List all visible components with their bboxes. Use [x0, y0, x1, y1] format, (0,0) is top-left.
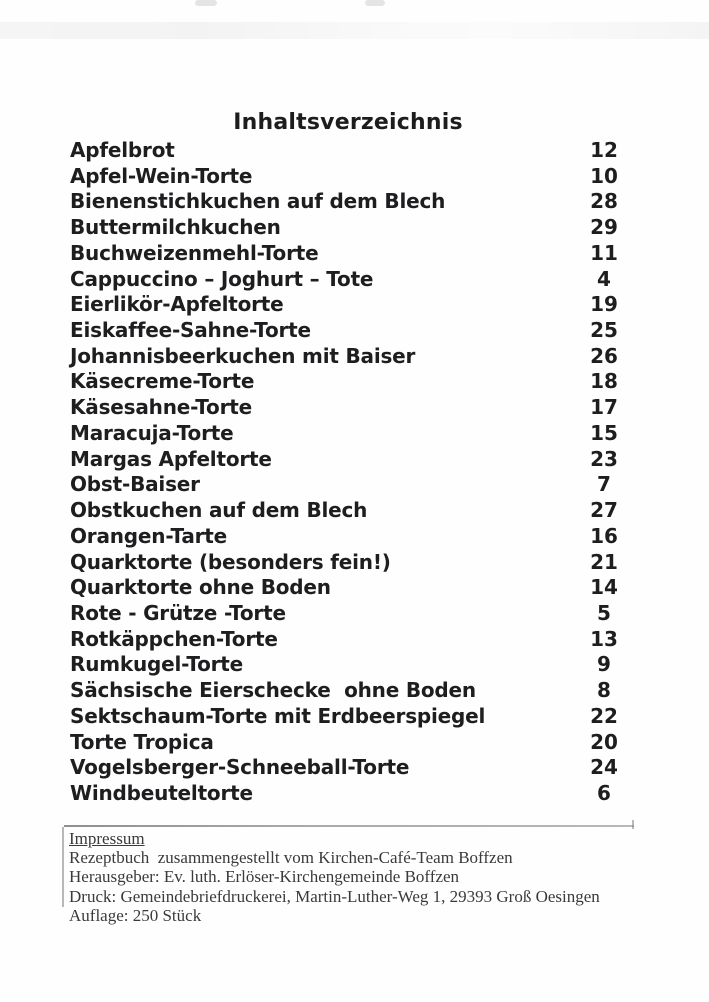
toc-row [70, 344, 626, 370]
toc-row [70, 215, 626, 241]
toc-row [70, 627, 626, 653]
toc-entry-page-number: 15 [590, 420, 618, 445]
toc-row [70, 550, 626, 576]
toc-entry-page-number: 12 [590, 138, 618, 162]
toc-entry-title: Käsecreme-Torte [70, 369, 255, 394]
toc-entry-page-number: 5 [597, 600, 611, 625]
toc-entry-title: Windbeuteltorte [70, 780, 253, 805]
toc-entry-title: Obstkuchen auf dem Blech [70, 498, 368, 523]
toc-entry-title: Käsesahne-Torte [70, 395, 252, 420]
toc-row [70, 755, 626, 781]
toc-row [70, 395, 626, 421]
separator-right-tick [632, 820, 634, 829]
toc-row [70, 421, 626, 447]
toc-entry-title: Margas Apfeltorte [70, 446, 272, 471]
toc-entry-title: Rotkäppchen-Torte [70, 626, 278, 651]
impressum-line: Herausgeber: Ev. luth. Erlöser-Kirchengemeinde Boffzen [69, 867, 460, 887]
toc-row [70, 292, 626, 318]
toc-row [70, 138, 626, 164]
toc-row [70, 781, 626, 807]
toc-row [70, 678, 626, 704]
toc-row [70, 241, 626, 267]
toc-entry-page-number: 6 [597, 780, 611, 805]
toc-row [70, 472, 626, 498]
toc-row [70, 524, 626, 550]
impressum-block [69, 829, 629, 925]
toc-entry-title: Eiskaffee-Sahne-Torte [70, 318, 311, 343]
toc-entry-page-number: 25 [590, 318, 618, 343]
scan-artifact-smudge [365, 0, 385, 6]
toc-entry-title: Bienenstichkuchen auf dem Blech [70, 189, 446, 214]
toc-entry-page-number: 16 [590, 523, 618, 548]
toc-entry-title: Rote - Grütze -Torte [70, 600, 286, 625]
toc-row [70, 704, 626, 730]
toc-row [70, 189, 626, 215]
toc-entry-page-number: 27 [590, 498, 618, 523]
toc-entry-page-number: 11 [590, 240, 618, 265]
toc-row [70, 447, 626, 473]
toc-entry-title: Apfel-Wein-Torte [70, 163, 253, 188]
toc-entry-title: Obst-Baiser [70, 472, 200, 497]
impressum-line: Auflage: 250 Stück [69, 905, 202, 925]
impressum-lines [69, 848, 629, 925]
toc-entry-title: Apfelbrot [70, 138, 175, 162]
toc-entry-page-number: 23 [590, 446, 618, 471]
toc-entry-title: Johannisbeerkuchen mit Baiser [70, 343, 416, 368]
toc-entry-page-number: 14 [590, 575, 618, 600]
toc-entry-title: Vogelsberger-Schneeball-Torte [70, 755, 410, 780]
toc-row [70, 575, 626, 601]
toc-entry-title: Cappuccino – Joghurt – Tote [70, 266, 374, 291]
toc-entry-title: Orangen-Tarte [70, 523, 228, 548]
impressum-heading: Impressum [69, 829, 145, 848]
toc-entry-title: Quarktorte (besonders fein!) [70, 549, 391, 574]
toc-row [70, 498, 626, 524]
toc-entry-page-number: 8 [597, 678, 611, 703]
toc-entry-page-number: 18 [590, 369, 618, 394]
toc-entry-page-number: 29 [590, 215, 618, 240]
impressum-separator-line [64, 825, 634, 827]
toc-entry-page-number: 21 [590, 549, 618, 574]
toc-entry-title: Buchweizenmehl-Torte [70, 240, 319, 265]
page-title: Inhaltsverzeichnis [233, 110, 463, 135]
scan-artifact-band [0, 22, 709, 39]
toc-entry-title: Rumkugel-Torte [70, 652, 244, 677]
toc-entry-page-number: 7 [597, 472, 611, 497]
toc-row [70, 730, 626, 756]
toc-entry-page-number: 26 [590, 343, 618, 368]
toc-entry-title: Torte Tropica [70, 729, 214, 754]
toc-row [70, 164, 626, 190]
toc-entry-page-number: 28 [590, 189, 618, 214]
scan-artifact-smudge [195, 0, 217, 6]
toc-row [70, 652, 626, 678]
toc-list [70, 138, 626, 807]
toc-entry-page-number: 19 [590, 292, 618, 317]
impressum-left-border-line [62, 827, 64, 907]
toc-row [70, 267, 626, 293]
toc-entry-page-number: 9 [597, 652, 611, 677]
impressum-line: Rezeptbuch zusammengestellt vom Kirchen-Café-Team Boffzen [69, 848, 513, 868]
toc-row [70, 318, 626, 344]
toc-row [70, 601, 626, 627]
toc-entry-title: Quarktorte ohne Boden [70, 575, 331, 600]
toc-entry-page-number: 10 [590, 163, 618, 188]
toc-row [70, 369, 626, 395]
toc-entry-page-number: 24 [590, 755, 618, 780]
toc-entry-title: Maracuja-Torte [70, 420, 234, 445]
toc-entry-page-number: 4 [597, 266, 611, 291]
toc-entry-title: Buttermilchkuchen [70, 215, 281, 240]
impressum-line: Druck: Gemeindebriefdruckerei, Martin-Luther-Weg 1, 29393 Groß Oesingen [69, 886, 600, 906]
toc-entry-title: Sektschaum-Torte mit Erdbeerspiegel [70, 703, 486, 728]
toc-entry-title: Sächsische Eierschecke ohne Boden [70, 678, 476, 703]
toc-entry-page-number: 22 [590, 703, 618, 728]
toc-entry-page-number: 17 [590, 395, 618, 420]
toc-entry-title: Eierlikör-Apfeltorte [70, 292, 284, 317]
toc-entry-page-number: 13 [590, 626, 618, 651]
toc-entry-page-number: 20 [590, 729, 618, 754]
